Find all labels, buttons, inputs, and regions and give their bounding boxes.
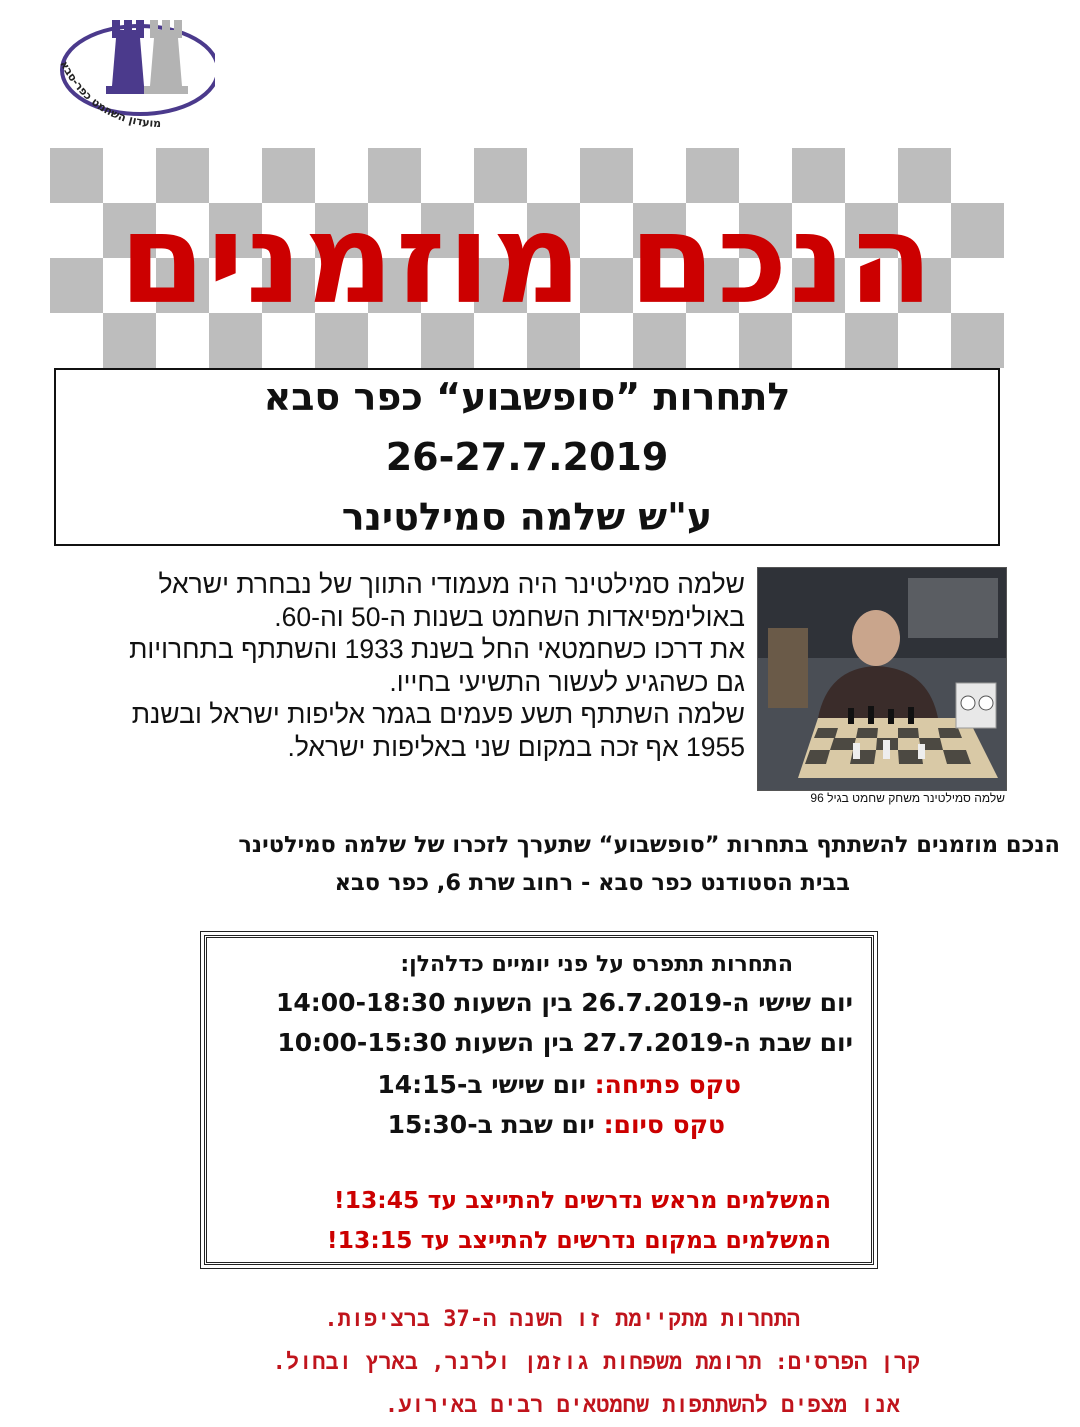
footer-notes (0, 1298, 1080, 1427)
schedule-day-2: יום שבת ה-27.7.2019 בין השעות 10:00-15:30 (277, 1028, 853, 1057)
closing-value: יום שבת ב-15:30 (387, 1110, 604, 1139)
bio-line: באולימפיאדות השחמט בשנות ה-50 וה-60. (274, 601, 745, 632)
event-title-box (54, 368, 1000, 546)
closing-ceremony (388, 1110, 725, 1139)
event-dedication: ע"ש שלמה סמילטינר (341, 495, 713, 539)
bio-line: 1955 אף זכה במקום שני באליפות ישראל. (287, 731, 745, 762)
bio-line: שלמה סמילטינר היה מעמודי התווך של נבחרת ישראל (158, 569, 745, 599)
bio-line: שלמה השתתף תשע פעמים בגמר אליפות ישראל ובשנת (131, 699, 745, 729)
invite-line: הנכם מוזמנים להשתתף בתחרות ”סופשבוע“ שתערך לזכרו של שלמה סמילטינר (238, 832, 1060, 858)
banner-title: הנכם מוזמנים (119, 188, 935, 332)
photo-caption: שלמה סמילטינר משחק שחמט בגיל 96 (810, 791, 1005, 805)
event-dates: 26-27.7.2019 (385, 435, 669, 479)
club-name-text: מועדון השחמט כפר-סבא (57, 58, 162, 131)
opening-ceremony (377, 1070, 741, 1099)
event-name: לתחרות ”סופשבוע“ כפר סבא (263, 375, 791, 419)
bio-text (95, 568, 745, 763)
footer-line: אנו מצפים להשתתפות שחמטאים רבים באירוע. (384, 1393, 900, 1418)
bio-line: גם כשהגיע לעשור התשיעי בחייו. (389, 666, 745, 697)
player-photo (757, 567, 1007, 791)
opening-label: טקס פתיחה: (594, 1070, 741, 1099)
bio-line: את דרכו כשחמטאי החל בשנת 1933 והשתתף בתחרויות (129, 634, 745, 664)
schedule-heading: התחרות תתפרס על פני יומיים כדלהלן: (400, 952, 793, 977)
opening-value: יום שישי ב-14:15 (377, 1070, 595, 1099)
schedule-box (204, 935, 874, 1265)
footer-line: קרן הפרסים: תרומת משפחות גוזמן ולרנר, בארץ ובחול. (272, 1350, 920, 1375)
invite-text (0, 826, 1080, 902)
prepaid-notice: המשלמים מראש נדרשים להתייצב עד 13:45! (333, 1186, 831, 1214)
footer-line: התחרות מתקיימת זו השנה ה-37 ברציפות. (324, 1307, 800, 1332)
rook-logo-icon (40, 8, 215, 138)
onsite-notice: המשלמים במקום נדרשים להתייצב עד 13:15! (326, 1226, 831, 1254)
venue-line: בבית הסטודנט כפר סבא - רחוב שרת 6, כפר סבא (334, 870, 850, 896)
club-logo (40, 8, 215, 138)
closing-label: טקס סיום: (603, 1110, 725, 1139)
schedule-day-1: יום שישי ה-26.7.2019 בין השעות 14:00-18:30 (276, 988, 853, 1017)
